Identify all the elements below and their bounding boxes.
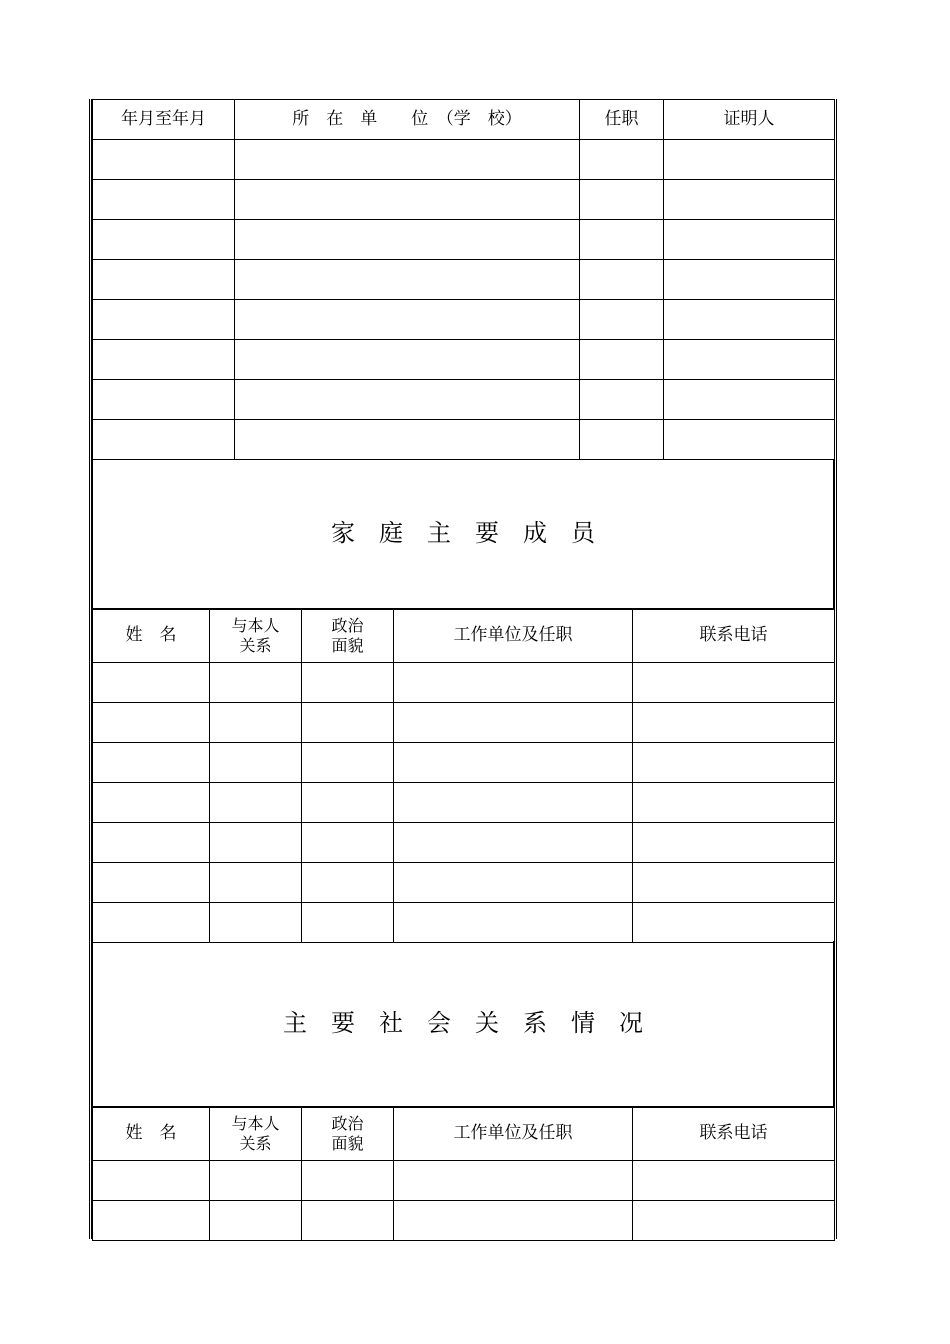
unit-header: 所 在 单 位 （学 校） bbox=[235, 100, 580, 140]
work-history-row bbox=[93, 140, 835, 180]
work-history-row bbox=[93, 380, 835, 420]
unit-cell[interactable] bbox=[235, 340, 580, 380]
relation-cell[interactable] bbox=[210, 782, 302, 822]
family-title-table bbox=[92, 459, 834, 609]
phone-cell[interactable] bbox=[633, 1160, 835, 1200]
social-body bbox=[93, 1160, 835, 1240]
social-header-row bbox=[93, 1107, 835, 1160]
social-title-table bbox=[92, 941, 834, 1107]
work-history-row bbox=[93, 300, 835, 340]
witness-cell[interactable] bbox=[664, 220, 835, 260]
work-history-section bbox=[92, 99, 834, 460]
social-section bbox=[92, 941, 834, 1241]
relation-cell[interactable] bbox=[210, 742, 302, 782]
unit-cell[interactable] bbox=[235, 220, 580, 260]
witness-cell[interactable] bbox=[664, 300, 835, 340]
work-history-header-row bbox=[93, 100, 835, 140]
name-cell[interactable] bbox=[93, 702, 210, 742]
political-header-line1: 政治 bbox=[331, 1113, 364, 1133]
workplace-cell[interactable] bbox=[394, 822, 633, 862]
witness-cell[interactable] bbox=[664, 260, 835, 300]
workplace-cell[interactable] bbox=[394, 662, 633, 702]
family-member-row bbox=[93, 902, 835, 942]
phone-cell[interactable] bbox=[633, 902, 835, 942]
name-cell[interactable] bbox=[93, 742, 210, 782]
work-history-row bbox=[93, 180, 835, 220]
position-cell[interactable] bbox=[580, 380, 664, 420]
political-status-cell[interactable] bbox=[302, 1160, 394, 1200]
political-header-line1: 政治 bbox=[331, 615, 364, 635]
witness-cell[interactable] bbox=[664, 180, 835, 220]
relation-header-line2: 关系 bbox=[239, 1133, 272, 1153]
period-cell[interactable] bbox=[93, 220, 235, 260]
phone-cell[interactable] bbox=[633, 782, 835, 822]
period-cell[interactable] bbox=[93, 380, 235, 420]
period-header: 年月至年月 bbox=[93, 100, 235, 140]
work-history-row bbox=[93, 420, 835, 460]
political-status-header bbox=[302, 1107, 394, 1160]
political-status-cell[interactable] bbox=[302, 702, 394, 742]
period-cell[interactable] bbox=[93, 140, 235, 180]
name-header: 姓 名 bbox=[93, 609, 210, 662]
political-status-cell[interactable] bbox=[302, 902, 394, 942]
workplace-header: 工作单位及任职 bbox=[394, 609, 633, 662]
witness-cell[interactable] bbox=[664, 140, 835, 180]
witness-cell[interactable] bbox=[664, 340, 835, 380]
unit-cell[interactable] bbox=[235, 140, 580, 180]
period-cell[interactable] bbox=[93, 420, 235, 460]
relation-cell[interactable] bbox=[210, 662, 302, 702]
work-history-row bbox=[93, 220, 835, 260]
social-table bbox=[92, 1107, 835, 1241]
phone-cell[interactable] bbox=[633, 822, 835, 862]
phone-cell[interactable] bbox=[633, 862, 835, 902]
work-history-body bbox=[93, 140, 835, 460]
position-cell[interactable] bbox=[580, 300, 664, 340]
name-cell[interactable] bbox=[93, 782, 210, 822]
family-section-title: 家 庭 主 要 成 员 bbox=[93, 459, 834, 608]
unit-cell[interactable] bbox=[235, 420, 580, 460]
political-header-line2: 面貌 bbox=[331, 1133, 364, 1153]
relation-header-line1: 与本人 bbox=[231, 1113, 280, 1133]
workplace-cell[interactable] bbox=[394, 862, 633, 902]
relation-header bbox=[210, 609, 302, 662]
social-section-title: 主 要 社 会 关 系 情 况 bbox=[93, 941, 834, 1106]
political-status-cell[interactable] bbox=[302, 782, 394, 822]
family-body bbox=[93, 662, 835, 942]
workplace-header: 工作单位及任职 bbox=[394, 1107, 633, 1160]
political-status-header bbox=[302, 609, 394, 662]
name-cell[interactable] bbox=[93, 902, 210, 942]
relation-cell[interactable] bbox=[210, 1160, 302, 1200]
workplace-cell[interactable] bbox=[394, 902, 633, 942]
unit-cell[interactable] bbox=[235, 300, 580, 340]
relation-header bbox=[210, 1107, 302, 1160]
family-member-row bbox=[93, 822, 835, 862]
period-cell[interactable] bbox=[93, 340, 235, 380]
position-header: 任职 bbox=[580, 100, 664, 140]
name-cell[interactable] bbox=[93, 1200, 210, 1240]
family-member-row bbox=[93, 742, 835, 782]
family-header-row bbox=[93, 609, 835, 662]
political-status-cell[interactable] bbox=[302, 662, 394, 702]
social-relation-row bbox=[93, 1160, 835, 1200]
phone-header: 联系电话 bbox=[633, 609, 835, 662]
unit-cell[interactable] bbox=[235, 180, 580, 220]
political-status-cell[interactable] bbox=[302, 742, 394, 782]
relation-cell[interactable] bbox=[210, 702, 302, 742]
phone-cell[interactable] bbox=[633, 1200, 835, 1240]
work-history-row bbox=[93, 340, 835, 380]
political-status-cell[interactable] bbox=[302, 1200, 394, 1240]
witness-cell[interactable] bbox=[664, 380, 835, 420]
family-section bbox=[92, 459, 834, 943]
relation-cell[interactable] bbox=[210, 862, 302, 902]
political-header-line2: 面貌 bbox=[331, 635, 364, 655]
phone-cell[interactable] bbox=[633, 702, 835, 742]
period-cell[interactable] bbox=[93, 260, 235, 300]
workplace-cell[interactable] bbox=[394, 702, 633, 742]
family-member-row bbox=[93, 782, 835, 822]
position-cell[interactable] bbox=[580, 340, 664, 380]
work-history-row bbox=[93, 260, 835, 300]
unit-cell[interactable] bbox=[235, 260, 580, 300]
workplace-cell[interactable] bbox=[394, 742, 633, 782]
family-member-row bbox=[93, 862, 835, 902]
name-cell[interactable] bbox=[93, 862, 210, 902]
relation-cell[interactable] bbox=[210, 902, 302, 942]
phone-cell[interactable] bbox=[633, 742, 835, 782]
relation-header-line1: 与本人 bbox=[231, 615, 280, 635]
relation-header-line2: 关系 bbox=[239, 635, 272, 655]
relation-cell[interactable] bbox=[210, 1200, 302, 1240]
position-cell[interactable] bbox=[580, 180, 664, 220]
witness-cell[interactable] bbox=[664, 420, 835, 460]
workplace-cell[interactable] bbox=[394, 1200, 633, 1240]
relation-cell[interactable] bbox=[210, 822, 302, 862]
phone-header: 联系电话 bbox=[633, 1107, 835, 1160]
phone-cell[interactable] bbox=[633, 662, 835, 702]
social-relation-row bbox=[93, 1200, 835, 1240]
position-cell[interactable] bbox=[580, 260, 664, 300]
political-status-cell[interactable] bbox=[302, 862, 394, 902]
family-member-row bbox=[93, 702, 835, 742]
period-cell[interactable] bbox=[93, 180, 235, 220]
family-table bbox=[92, 609, 835, 943]
family-member-row bbox=[93, 662, 835, 702]
unit-cell[interactable] bbox=[235, 380, 580, 420]
position-cell[interactable] bbox=[580, 140, 664, 180]
position-cell[interactable] bbox=[580, 420, 664, 460]
resume-form-page bbox=[89, 99, 837, 1239]
name-cell[interactable] bbox=[93, 822, 210, 862]
name-cell[interactable] bbox=[93, 1160, 210, 1200]
political-status-cell[interactable] bbox=[302, 822, 394, 862]
workplace-cell[interactable] bbox=[394, 782, 633, 822]
period-cell[interactable] bbox=[93, 300, 235, 340]
name-header: 姓 名 bbox=[93, 1107, 210, 1160]
work-history-table bbox=[92, 99, 835, 460]
workplace-cell[interactable] bbox=[394, 1160, 633, 1200]
witness-header: 证明人 bbox=[664, 100, 835, 140]
name-cell[interactable] bbox=[93, 662, 210, 702]
position-cell[interactable] bbox=[580, 220, 664, 260]
